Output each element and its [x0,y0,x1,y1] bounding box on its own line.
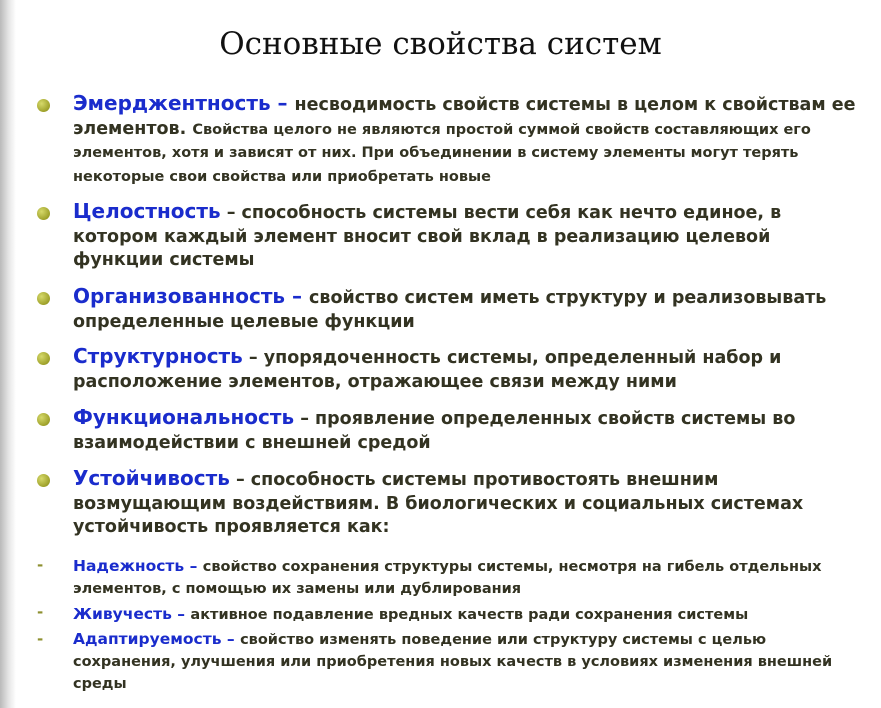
property-definition: свойство систем иметь структуру и реализовывать определенные целевые функции [73,288,827,332]
bullet-icon [37,292,50,305]
property-term: Устойчивость [73,466,230,490]
dash-icon: - [37,630,44,648]
slide-title: Основные свойства систем [219,26,662,62]
sub-property-definition: активное подавление вредных качеств ради сохранения системы [190,607,749,623]
sub-property-term: Живучесть [73,605,172,623]
sub-property-separator: – [184,557,203,575]
sub-property-reliability [73,555,863,600]
sub-property-term: Адаптируемость [73,630,222,648]
property-item-functionality [73,406,863,455]
sub-property-separator: – [221,630,241,648]
dash-icon: - [37,603,44,621]
property-term: Организованность [73,284,286,308]
sub-property-separator: – [171,605,191,623]
property-term: Эмерджентность [73,91,271,115]
property-definition: упорядоченность системы, определенный набор и расположение элементов, отражающее связи между ними [73,348,782,392]
property-extra-text: Свойства целого не являются простой суммой свойств составляющих его элементов, хотя и зависят от них. При объединении в систему элементы могут терять некоторые свои свойства или приобретать новые [73,121,811,185]
property-separator: – [229,470,251,490]
property-definition: способность системы противостоять внешним возмущающим воздействиям. В биологических и социальных системах устойчивость проявляется как: [73,470,804,537]
property-separator: – [220,203,242,223]
bullet-icon [37,207,50,220]
sub-property-survivability [73,603,863,626]
sub-property-term: Надежность [73,557,185,575]
property-definition: способность системы вести себя как нечто единое, в котором каждый элемент вносит свой вклад в реализацию целевой функции системы [73,203,782,270]
property-definition: несводимость свойств системы в целом к свойствам ее элементов. [73,95,856,139]
property-item-integrity [73,200,863,273]
property-separator: – [242,348,264,368]
property-item-stability [73,467,863,540]
bullet-icon [37,474,50,487]
property-term: Целостность [73,199,221,223]
sub-property-definition: свойство изменять поведение или структуру системы с целью сохранения, улучшения или приобретения новых качеств в условиях изменения внешней среды [73,632,833,692]
sub-property-adaptability [73,628,863,695]
property-main-text [73,92,863,188]
bullet-icon [37,413,50,426]
property-term: Структурность [73,344,243,368]
property-item-structure [73,345,863,394]
property-definition: проявление определенных свойств системы во взаимодействии с внешней средой [73,409,796,453]
property-separator: – [294,409,316,429]
property-item-organization [73,285,863,334]
bullet-icon [37,352,50,365]
bullet-icon [37,99,50,112]
sub-property-definition: свойство сохранения структуры системы, несмотря на гибель отдельных элементов, с помощью их замены или дублирования [73,559,822,597]
property-separator: – [285,284,310,308]
slide-left-edge-shadow [0,0,16,708]
property-term: Функциональность [73,405,295,429]
dash-icon: - [37,556,44,574]
property-item-emergence [73,92,863,188]
property-separator: – [270,91,295,115]
